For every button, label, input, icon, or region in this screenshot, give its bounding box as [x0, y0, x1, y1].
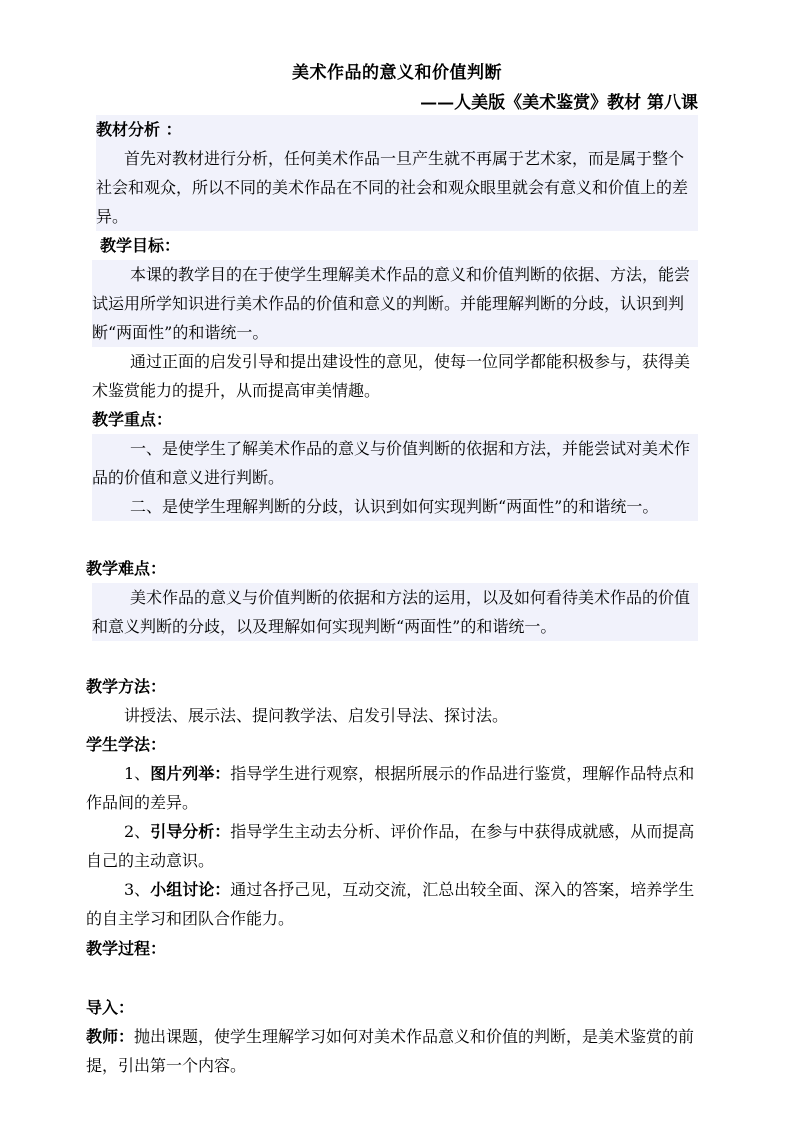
- key-points-paragraph-2: 二、是使学生理解判断的分歧，认识到如何实现判断“两面性”的和谐统一。: [92, 492, 698, 521]
- document-title: 美术作品的意义和价值判断: [292, 63, 502, 83]
- key-points-paragraph-1: 一、是使学生了解美术作品的意义与价值判断的依据和方法，并能尝试对美术作品的价值和意义进行判断。: [92, 434, 698, 492]
- learning-method-item-1: [86, 759, 698, 817]
- learning-method-item-2: [86, 817, 698, 875]
- section-heading-textbook-analysis: 教材分析 ：: [96, 115, 698, 144]
- teacher-label: 教师：: [86, 1027, 135, 1046]
- introduction-teacher-paragraph: [86, 1022, 698, 1080]
- document-subtitle: ——人美版《美术鉴赏》教材 第八课: [420, 93, 698, 113]
- item-text: 通过各抒己见，互动交流，汇总出较全面、深入的答案，培养学生的自主学习和团队合作能力。: [86, 880, 695, 928]
- difficulties-body: 美术作品的意义与价值判断的依据和方法的运用，以及如何看待美术作品的价值和意义判断的分歧，以及理解如何实现判断“两面性”的和谐统一。: [92, 583, 698, 641]
- section-heading-teaching-goals: 教学目标：: [100, 236, 181, 255]
- item-label: 引导分析：: [150, 822, 231, 841]
- section-heading-difficulties: 教学难点：: [86, 559, 167, 578]
- item-text: 指导学生进行观察，根据所展示的作品进行鉴赏，理解作品特点和作品间的差异。: [86, 764, 695, 812]
- item-text: 指导学生主动去分析、评价作品，在参与中获得成就感，从而提高自己的主动意识。: [86, 822, 695, 870]
- section-heading-introduction: 导入：: [86, 998, 135, 1017]
- item-number: 1、: [124, 764, 151, 783]
- item-number: 3、: [124, 880, 151, 899]
- item-label: 图片列举：: [150, 764, 231, 783]
- teaching-methods-body: 讲授法、展示法、提问教学法、启发引导法、探讨法。: [124, 706, 509, 725]
- teacher-text: 抛出课题，使学生理解学习如何对美术作品意义和价值的判断，是美术鉴赏的前提，引出第一个内容。: [86, 1027, 695, 1075]
- teaching-goals-paragraph-2: 通过正面的启发引导和提出建设性的意见，使每一位同学都能积极参与，获得美术鉴赏能力的提升，从而提高审美情趣。: [92, 352, 691, 400]
- section-heading-teaching-methods: 教学方法：: [86, 677, 167, 696]
- item-label: 小组讨论：: [150, 880, 231, 899]
- item-number: 2、: [124, 822, 151, 841]
- section-heading-teaching-process: 教学过程：: [86, 939, 167, 958]
- learning-method-item-3: [86, 875, 698, 933]
- section-heading-key-points: 教学重点：: [92, 410, 173, 429]
- section-heading-learning-methods: 学生学法：: [86, 735, 167, 754]
- teaching-goals-paragraph-1: 本课的教学目的在于使学生理解美术作品的意义和价值判断的依据、方法，能尝试运用所学知识进行美术作品的价值和意义的判断。并能理解判断的分歧，认识到判断“两面性”的和谐统一。: [92, 260, 698, 347]
- textbook-analysis-body: 首先对教材进行分析，任何美术作品一旦产生就不再属于艺术家，而是属于整个社会和观众，所以不同的美术作品在不同的社会和观众眼里就会有意义和价值上的差异。: [96, 144, 698, 231]
